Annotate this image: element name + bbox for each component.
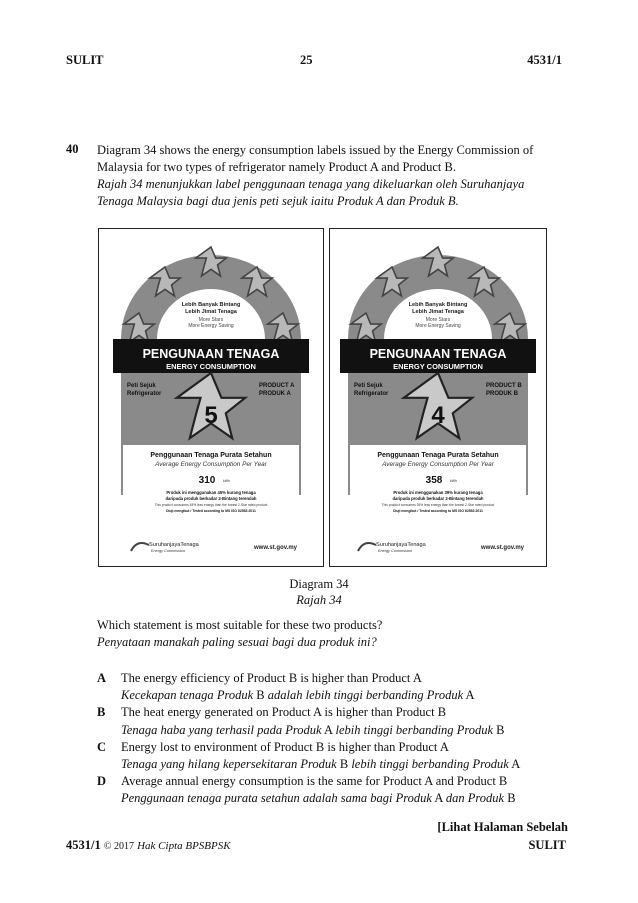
org-name-en: Energy Commission <box>378 549 412 553</box>
note-1: Produk ini menggunakan 39% kurang tenaga <box>393 490 483 495</box>
option-letter: A <box>97 671 107 685</box>
note-4: Diuji mengikut / Tested according to MS ISO 62552:2011 <box>393 509 483 513</box>
rating-number: 5 <box>204 402 218 429</box>
kwh-value: 358 <box>425 475 443 486</box>
kwh-unit: kWh <box>223 479 230 483</box>
option-a[interactable] <box>97 670 567 704</box>
answer-options <box>97 670 567 808</box>
footer-copyright: © 2017 <box>103 841 134 852</box>
note-3: This product consumes 45% less energy than the lowest 2-Star rated product <box>154 503 268 507</box>
product-ms: PRODUK A <box>259 391 291 397</box>
avg-title-ms: Penggunaan Tenaga Purata Setahun <box>377 452 499 459</box>
question-prompt <box>97 617 557 651</box>
banner-title: PENGUNAAN TENAGA <box>369 347 507 361</box>
question-line-ms-1: Rajah 34 menunjukkan label penggunaan tenaga yang dikeluarkan oleh Suruhanjaya <box>97 177 525 191</box>
prompt-ms: Penyataan manakah paling sesuai bagi dua produk ini? <box>97 635 377 649</box>
kwh-value: 310 <box>198 475 216 486</box>
question-ms-2-product-b: Produk B. <box>408 194 459 208</box>
option-c[interactable] <box>97 739 567 773</box>
caption-en: Diagram 34 <box>289 577 349 591</box>
org-url: www.st.gov.my <box>253 545 297 551</box>
option-d[interactable] <box>97 773 567 807</box>
stars-sub-1: More Stars <box>198 317 224 323</box>
appliance-ms: Peti Sejuk <box>127 383 156 389</box>
option-text-ms: Kecekapan tenaga Produk B adalah lebih tinggi berbanding Produk A <box>121 688 475 703</box>
appliance-ms: Peti Sejuk <box>354 383 383 389</box>
avg-title-en: Average Energy Consumption Per Year <box>382 461 494 468</box>
question-text <box>97 142 557 210</box>
note-1: Produk ini menggunakan 45% kurang tenaga <box>166 490 256 495</box>
option-letter: C <box>97 739 107 754</box>
option-text-en: The heat energy generated on Product A is higher than Product B <box>121 705 447 720</box>
prompt-en: Which statement is most suitable for these two products? <box>97 618 383 632</box>
question-line-ms-2 <box>97 193 557 210</box>
option-text-ms: Tenaga haba yang terhasil pada Produk A lebih tinggi berbanding Produk B <box>121 722 505 737</box>
energy-commission-logo-icon <box>358 543 376 551</box>
footer-publisher: Hak Cipta BPSBPSK <box>137 840 231 852</box>
stars-title-2: Lebih Jimat Tenaga <box>412 309 464 315</box>
stars-title-1: Lebih Banyak Bintang <box>181 302 241 308</box>
question-line-en-2: Malaysia for two types of refrigerator namely Product A and Product B. <box>97 160 456 174</box>
option-text-ms: Tenaga yang hilang kepersekitaran Produk B lebih tinggi berbanding Produk A <box>121 757 521 772</box>
appliance-en: Refrigerator <box>127 391 162 397</box>
org-name-en: Energy Commission <box>151 549 185 553</box>
appliance-en: Refrigerator <box>354 391 389 397</box>
question-ms-2-product-a: Produk A <box>336 194 384 208</box>
energy-label-product-a <box>98 228 324 567</box>
caption-ms: Rajah 34 <box>296 593 342 607</box>
page-number: 25 <box>300 53 313 67</box>
energy-label-product-b <box>329 228 547 567</box>
stars-sub-2: More Energy Saving <box>188 323 234 329</box>
stars-sub-1: More Stars <box>425 317 451 323</box>
product-en: PRODUCT B <box>486 383 522 389</box>
option-text-en: The energy efficiency of Product B is higher than Product A <box>121 671 422 685</box>
header-left: SULIT <box>66 53 104 67</box>
footer-sulit: SULIT <box>528 838 566 852</box>
note-4: Diuji mengikut / Tested according to MS ISO 62552:2011 <box>166 509 256 513</box>
note-2: daripada produk berkadar 2-Bintang terendah <box>165 496 257 501</box>
stars-title-2: Lebih Jimat Tenaga <box>185 309 237 315</box>
question-line-en-1: Diagram 34 shows the energy consumption labels issued by the Energy Commission of <box>97 143 534 157</box>
option-text-en: Average annual energy consumption is the same for Product A and Product B <box>121 774 508 789</box>
rating-number: 4 <box>431 402 445 429</box>
energy-commission-logo-icon <box>131 543 149 551</box>
stars-sub-2: More Energy Saving <box>415 323 461 329</box>
option-text-en: Energy lost to environment of Product B is higher than Product A <box>121 739 449 754</box>
question-number: 40 <box>66 142 79 156</box>
kwh-unit: kWh <box>450 479 457 483</box>
footer-code: 4531/1 <box>66 838 101 852</box>
option-b[interactable] <box>97 704 567 738</box>
note-2: daripada produk berkadar 2-Bintang terendah <box>392 496 484 501</box>
stars-title-1: Lebih Banyak Bintang <box>408 302 468 308</box>
next-page-note: [Lihat Halaman Sebelah <box>437 820 568 834</box>
avg-title-ms: Penggunaan Tenaga Purata Setahun <box>150 452 272 459</box>
option-text-ms: Penggunaan tenaga purata setahun adalah sama bagi Produk A dan Produk B <box>121 791 516 806</box>
org-name: SuruhanjayaTenaga <box>376 542 426 548</box>
question-ms-2-mid: dan <box>383 194 409 208</box>
note-3: This product consumes 39% less energy than the lowest 2-Star rated product <box>381 503 495 507</box>
org-url: www.st.gov.my <box>480 545 524 551</box>
footer-left <box>66 838 231 853</box>
energy-label-graphic-b <box>340 239 536 556</box>
product-ms: PRODUK B <box>486 391 519 397</box>
header-right: 4531/1 <box>527 53 562 67</box>
avg-title-en: Average Energy Consumption Per Year <box>155 461 267 468</box>
energy-label-graphic-a <box>109 239 313 556</box>
banner-subtitle: ENERGY CONSUMPTION <box>393 362 483 371</box>
banner-subtitle: ENERGY CONSUMPTION <box>166 362 256 371</box>
question-ms-2-text: Tenaga Malaysia bagi dua jenis peti sejuk iaitu <box>97 194 337 208</box>
product-en: PRODUCT A <box>259 383 295 389</box>
option-letter: D <box>97 774 107 789</box>
diagram-caption <box>0 576 638 608</box>
option-letter: B <box>97 705 106 720</box>
banner-title: PENGUNAAN TENAGA <box>142 347 280 361</box>
org-name: SuruhanjayaTenaga <box>149 542 199 548</box>
